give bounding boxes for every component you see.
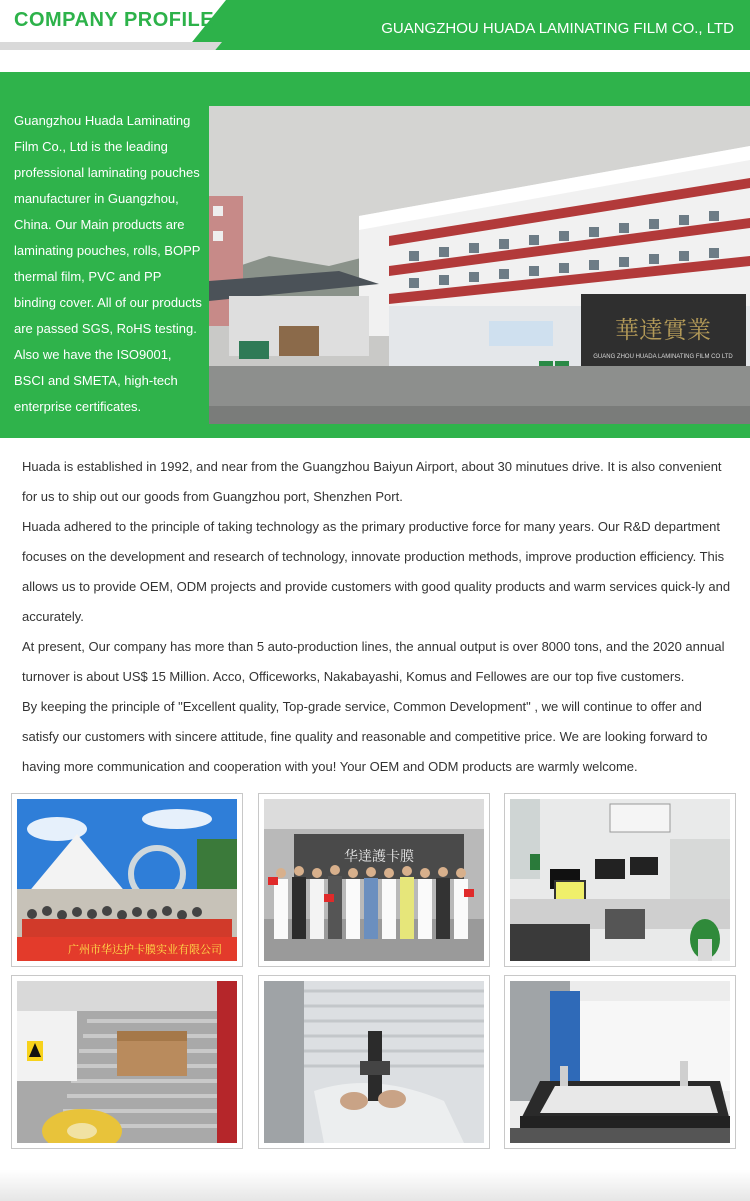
factory-building-photo [209,106,750,424]
photo-conveyor-line [11,975,243,1149]
intro-text: Guangzhou Huada Laminating Film Co., Ltd is the leading professional laminating pouches manufacturer in Guangzhou, China. Our Main products are laminating pouches, rolls, BOPP thermal film, PVC and PP binding cover. All of our products are passed SGS, RoHS testing. Also we have the ISO9001, BSCI and SMETA, high-tech enterprise certificates. [14,113,202,414]
paragraph-capacity: At present, Our company has more than 5 auto-production lines, the annual output is over 8000 tons, and the 2020 annual turnover is about US$ 15 Million. Acco, Officeworks, Nakabayashi, Komus and Fellowes are our top five customers. [22,639,725,684]
photo-production-machine [504,975,736,1149]
header-shadow [0,42,222,50]
photo-office-desks [504,793,736,967]
photo-team-outing [11,793,243,967]
company-description [22,452,732,782]
photo-team-office [258,793,490,967]
paragraph-technology: Huada adhered to the principle of taking technology as the primary productive force for many years. Our R&D department focuses on the development and research of technology, innovate production methods, improve production efficiency. This allows us to provide OEM, ODM projects and provide customers with good quality products and warm services quick-ly and accurately. [22,519,731,624]
photo-thickness-measure [258,975,490,1149]
factory-sign-subtext: GUANG ZHOU HUADA LAMINATING FILM CO LTD [593,354,733,360]
factory-sign-text: 華達實業 [615,316,711,344]
paragraph-history: Huada is established in 1992, and near from the Guangzhou Baiyun Airport, about 30 minutues drive. It is also convenient for us to ship out our goods from Guangzhou port, Shenzhen Port. [22,459,722,504]
wall-sign-text: 华達護卡膜 [344,849,414,865]
team-banner-text: 广州市华达护卡膜实业有限公司 [68,943,222,956]
page-title: COMPANY PROFILE [14,9,215,31]
footer-shade [0,1170,750,1201]
company-name: GUANGZHOU HUADA LAMINATING FILM CO., LTD [381,20,734,37]
header-banner [0,0,750,50]
paragraph-principle: By keeping the principle of "Excellent quality, Top-grade service, Common Development" , we will continue to offer and satisfy our customers with sincere attitude, fine quality and reasonable and competitive price. We are looking forward to having more communication and cooperation with you! Your OEM and ODM products are warmly welcome. [22,699,708,774]
